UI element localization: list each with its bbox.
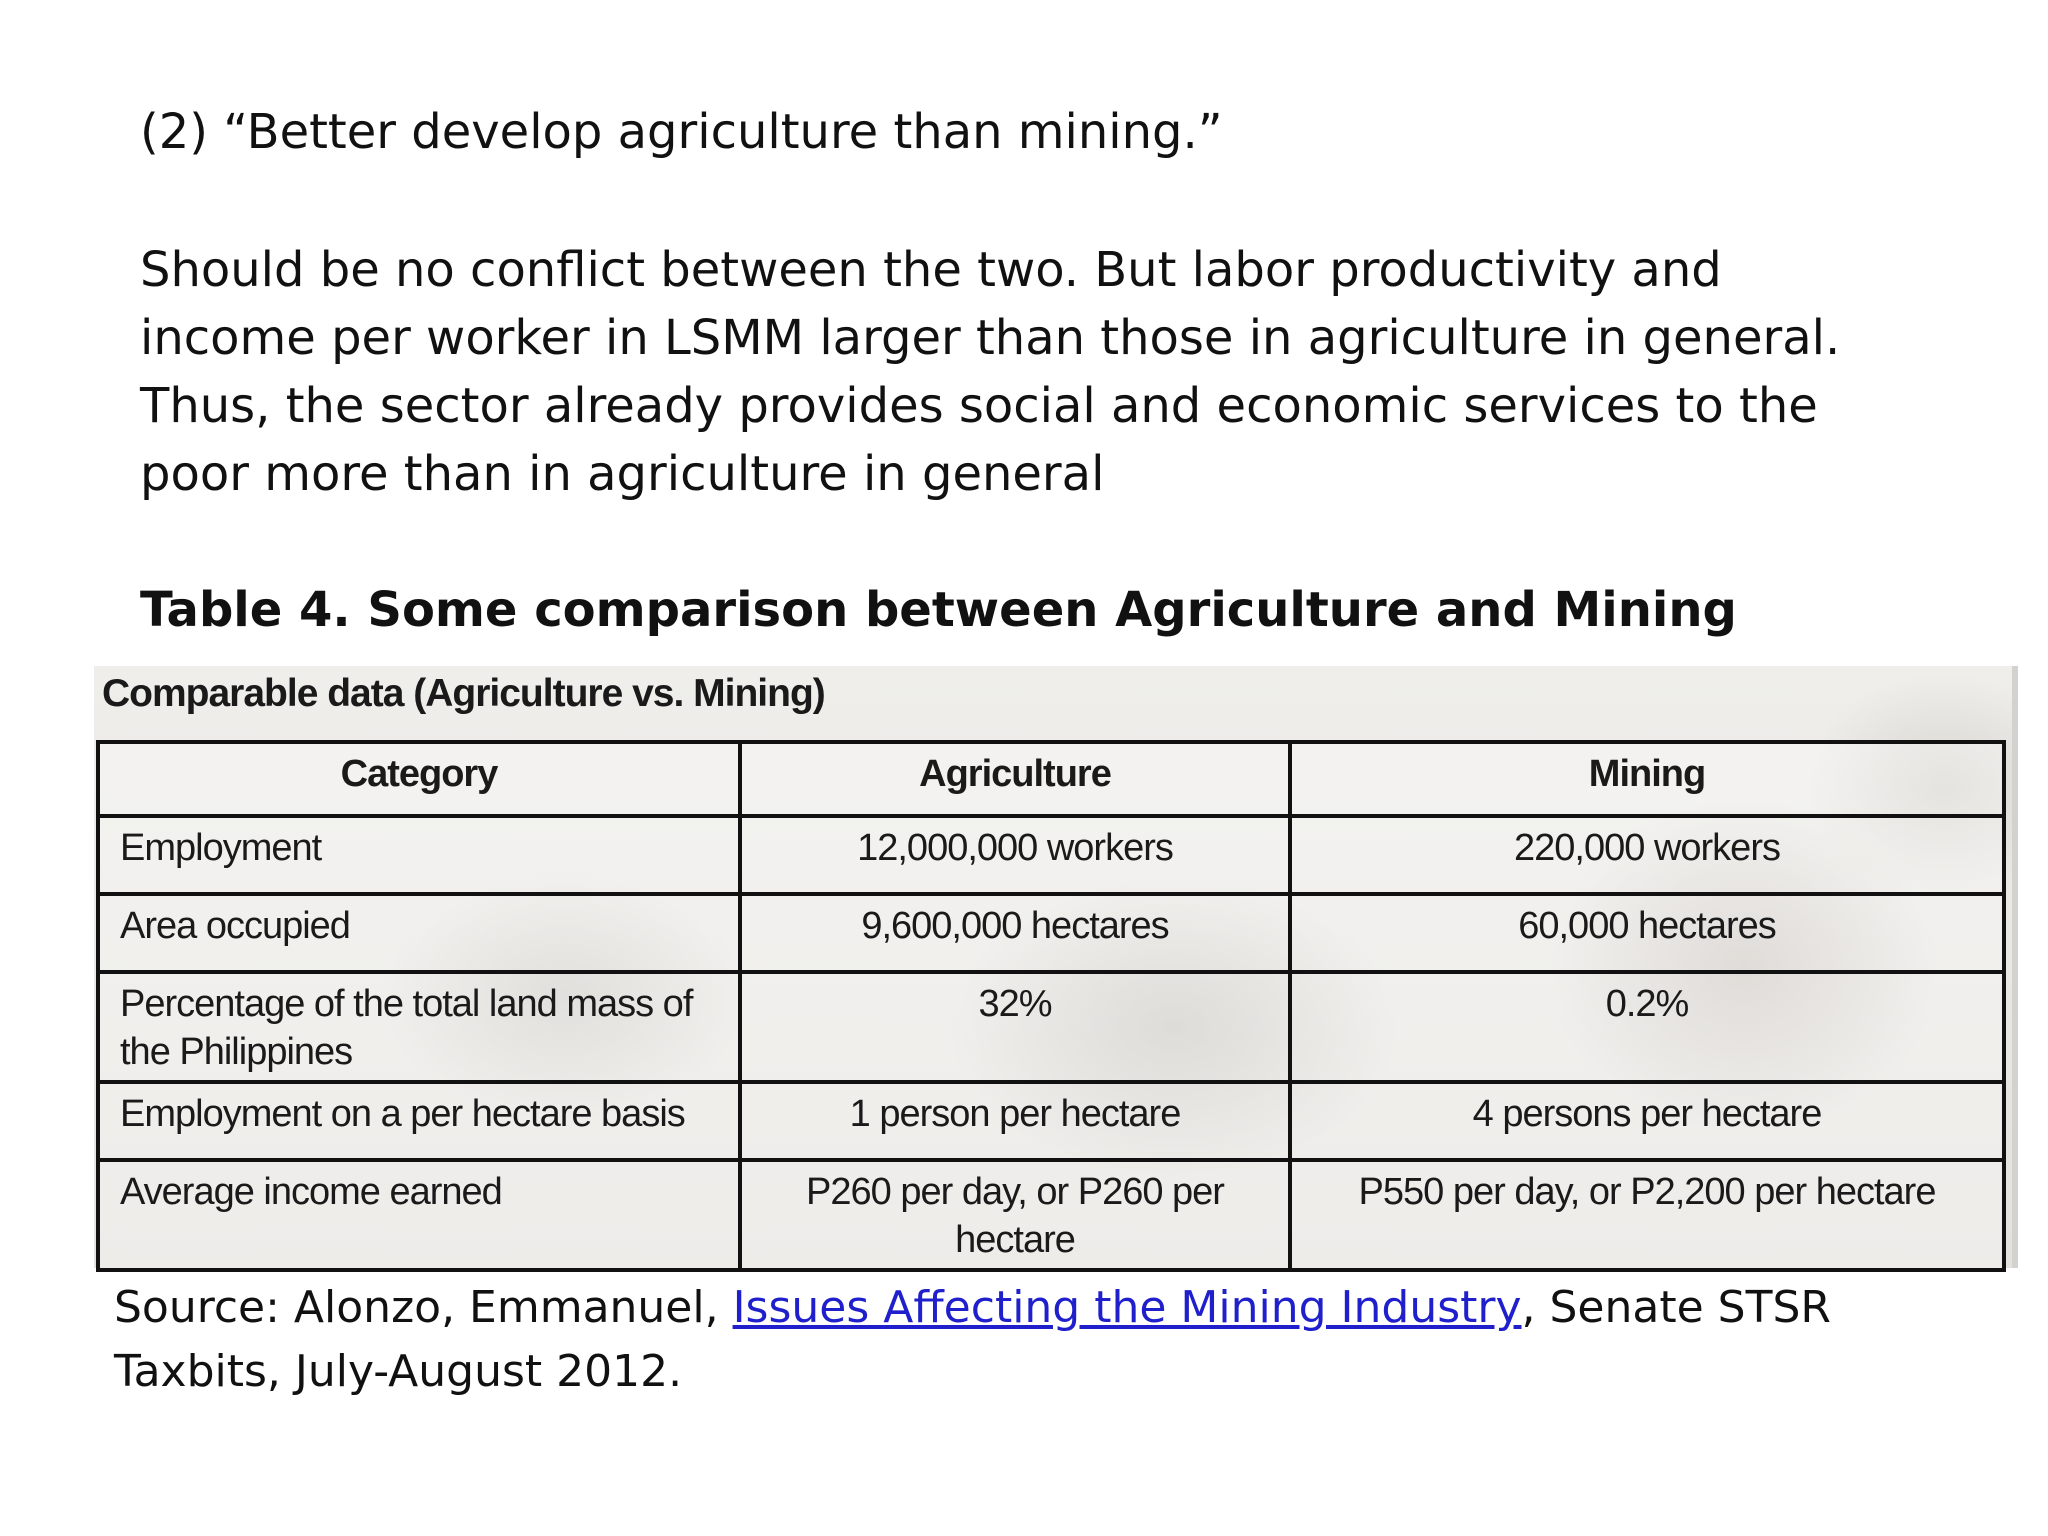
table-cell-agriculture: P260 per day, or P260 per hectare	[740, 1160, 1290, 1270]
table-cell-agriculture: 32%	[740, 972, 1290, 1082]
table-cell-agriculture: 12,000,000 workers	[740, 816, 1290, 894]
table-row	[98, 816, 2004, 894]
table-cell-category: Employment on a per hectare basis	[98, 1082, 740, 1160]
comparison-table	[96, 740, 2006, 1272]
column-header-agriculture: Agriculture	[740, 742, 1290, 816]
table-cell-category: Employment	[98, 816, 740, 894]
column-header-mining: Mining	[1290, 742, 2004, 816]
table-caption: Table 4. Some comparison between Agriculture and Mining	[140, 582, 1737, 638]
paragraph-line: income per worker in LSMM larger than those in agriculture in general.	[140, 310, 1841, 366]
table-cell-category: Average income earned	[98, 1160, 740, 1270]
table-cell-agriculture: 1 person per hectare	[740, 1082, 1290, 1160]
table-row	[98, 1082, 2004, 1160]
table-cell-mining: P550 per day, or P2,200 per hectare	[1290, 1160, 2004, 1270]
paragraph-line: Thus, the sector already provides social and economic services to the	[140, 378, 1818, 434]
source-prefix: Source: Alonzo, Emmanuel,	[114, 1282, 733, 1333]
table-cell-category: Percentage of the total land mass of the Philippines	[98, 972, 740, 1082]
table-cell-mining: 220,000 workers	[1290, 816, 2004, 894]
table-row	[98, 894, 2004, 972]
scanned-table-title: Comparable data (Agriculture vs. Mining)	[102, 672, 825, 715]
paragraph-line: poor more than in agriculture in general	[140, 446, 1105, 502]
paragraph-line: Should be no conflict between the two. But labor productivity and	[140, 242, 1722, 298]
table-cell-mining: 0.2%	[1290, 972, 2004, 1082]
slide-heading: (2) “Better develop agriculture than mining.”	[140, 104, 1223, 160]
scanned-table-image	[94, 666, 2018, 1268]
table-cell-agriculture: 9,600,000 hectares	[740, 894, 1290, 972]
source-citation	[114, 1276, 1974, 1404]
table-header-row	[98, 742, 2004, 816]
body-paragraph	[140, 236, 1980, 508]
table-cell-mining: 60,000 hectares	[1290, 894, 2004, 972]
table-row	[98, 972, 2004, 1082]
column-header-category: Category	[98, 742, 740, 816]
table-cell-mining: 4 persons per hectare	[1290, 1082, 2004, 1160]
source-suffix: , Senate STSR Taxbits, July-August 2012.	[114, 1282, 1831, 1397]
source-link[interactable]: Issues Affecting the Mining Industry	[732, 1282, 1522, 1333]
table-row	[98, 1160, 2004, 1270]
table-cell-category: Area occupied	[98, 894, 740, 972]
